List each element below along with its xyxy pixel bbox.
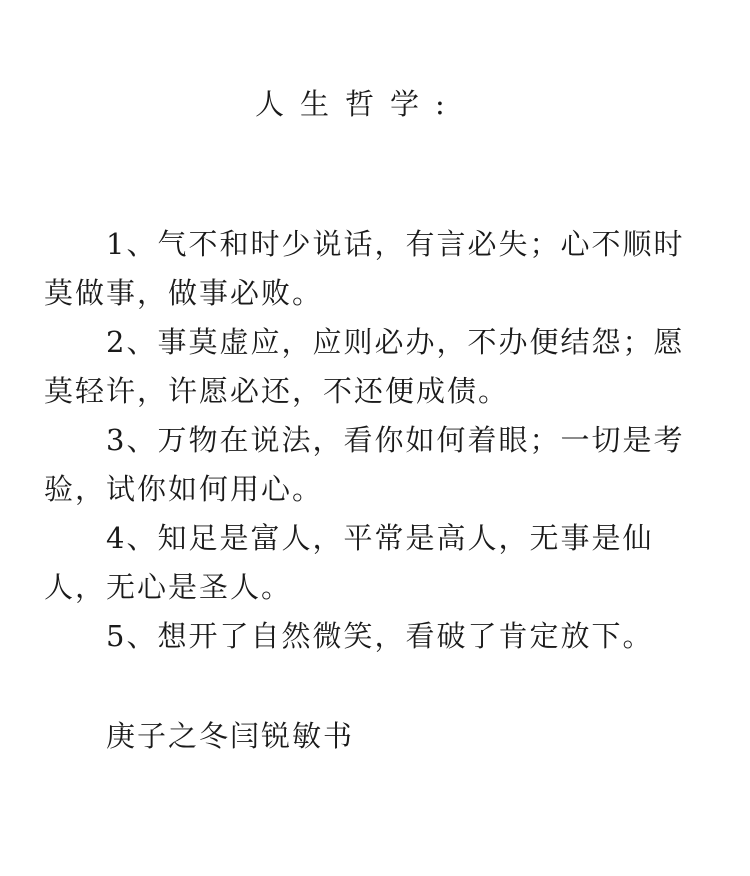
document-title: 人生哲学: — [255, 87, 461, 121]
paragraph-2: 2、事莫虚应，应则必办，不办便结怨；愿莫轻许，许愿必还，不还便成债。 — [44, 325, 685, 408]
document-body — [44, 220, 710, 661]
author-signature: 庚子之冬闫锐敏书 — [106, 719, 355, 753]
paragraph-4: 4、知足是富人，平常是高人，无事是仙人，无心是圣人。 — [44, 521, 654, 604]
paragraph-1: 1、气不和时少说话，有言必失；心不顺时莫做事，做事必败。 — [44, 227, 685, 310]
paragraph-5: 5、想开了自然微笑，看破了肯定放下。 — [106, 619, 654, 653]
paragraph-3: 3、万物在说法，看你如何着眼；一切是考验，试你如何用心。 — [44, 423, 685, 506]
